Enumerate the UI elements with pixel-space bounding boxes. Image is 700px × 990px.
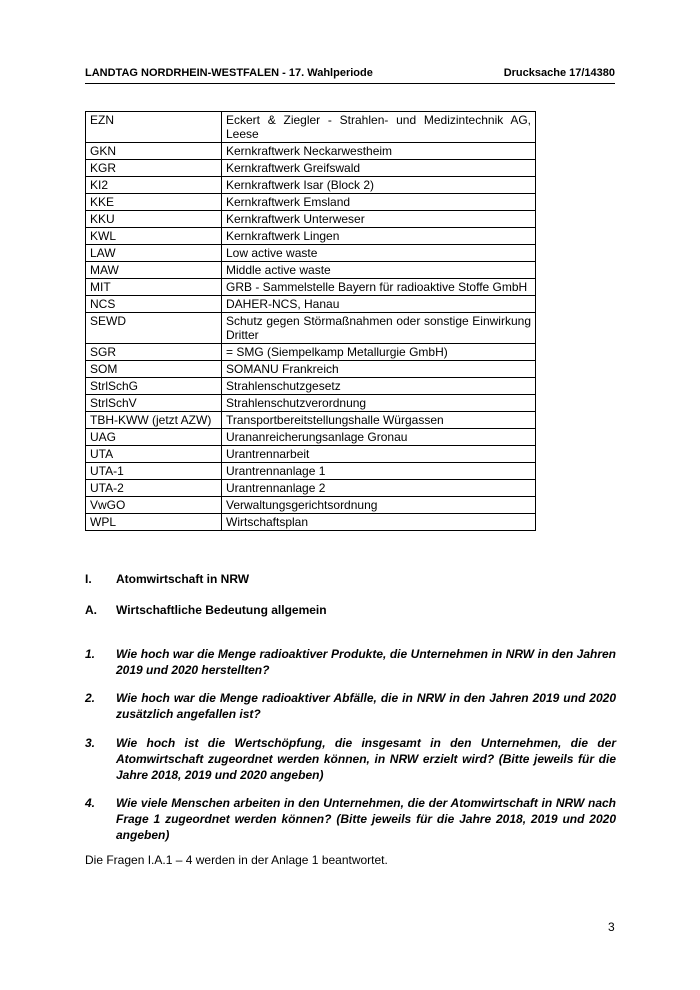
section-title: Atomwirtschaft in NRW — [116, 572, 250, 586]
table-row — [86, 313, 536, 344]
question-text: Wie viele Menschen arbeiten in den Unternehmen, die der Atomwirtschaft in NRW nach Frage 1 zugeordnet werden können? (Bitte jeweils für die Jahre 2018, 2019 und 2020 angeben) — [116, 796, 616, 842]
table-row — [86, 279, 536, 296]
abbreviation-value: Schutz gegen Störmaßnahmen oder sonstige Einwirkung Dritter — [222, 313, 536, 344]
header-document-number: Drucksache 17/14380 — [503, 67, 615, 79]
question-3 — [85, 735, 616, 783]
abbreviation-key: SGR — [86, 344, 222, 361]
abbreviation-value: Kernkraftwerk Greifswald — [222, 160, 536, 177]
abbreviation-key: UAG — [86, 429, 222, 446]
abbreviation-key: MAW — [86, 262, 222, 279]
table-row — [86, 194, 536, 211]
question-number: 2. — [85, 691, 96, 705]
question-text: Wie hoch ist die Wertschöpfung, die insgesamt in den Unternehmen, die der Atomwirtschaft zugeordnet werden können, in NRW erzielt wird? (Bitte jeweils für die Jahre 2018, 2019 und 2020 angeben) — [116, 736, 616, 782]
table-row — [86, 160, 536, 177]
abbreviation-key: LAW — [86, 245, 222, 262]
abbreviation-value: SOMANU Frankreich — [222, 361, 536, 378]
question-text: Wie hoch war die Menge radioaktiver Abfälle, die in NRW in den Jahren 2019 und 2020 zusätzlich angefallen ist? — [116, 691, 616, 721]
abbreviation-value: GRB - Sammelstelle Bayern für radioaktive Stoffe GmbH — [222, 279, 536, 296]
abbreviation-value: Urantrennarbeit — [222, 446, 536, 463]
table-row — [86, 228, 536, 245]
abbreviation-key: UTA-1 — [86, 463, 222, 480]
header-parliament: LANDTAG NORDRHEIN-WESTFALEN - 17. Wahlperiode — [85, 67, 373, 79]
table-row — [86, 412, 536, 429]
abbreviation-value: Verwaltungsgerichtsordnung — [222, 497, 536, 514]
abbreviation-value: Urananreicherungsanlage Gronau — [222, 429, 536, 446]
question-number: 3. — [85, 736, 96, 750]
table-row — [86, 296, 536, 313]
abbreviation-key: SEWD — [86, 313, 222, 344]
table-row — [86, 262, 536, 279]
section-number: I. — [85, 572, 92, 586]
abbreviation-key: StrlSchV — [86, 395, 222, 412]
abbreviation-value: Urantrennanlage 1 — [222, 463, 536, 480]
abbreviation-value: Kernkraftwerk Unterweser — [222, 211, 536, 228]
abbreviation-key: VwGO — [86, 497, 222, 514]
table-row — [86, 112, 536, 143]
abbreviation-value: Low active waste — [222, 245, 536, 262]
abbreviation-key: GKN — [86, 143, 222, 160]
abbreviation-key: KKE — [86, 194, 222, 211]
table-row — [86, 463, 536, 480]
section-title: Wirtschaftliche Bedeutung allgemein — [116, 603, 327, 617]
abbreviation-key: UTA-2 — [86, 480, 222, 497]
page-number: 3 — [608, 920, 615, 934]
abbreviation-value: Kernkraftwerk Emsland — [222, 194, 536, 211]
abbreviation-value: Strahlenschutzgesetz — [222, 378, 536, 395]
abbreviation-value: Urantrennanlage 2 — [222, 480, 536, 497]
abbreviation-value: Eckert & Ziegler - Strahlen- und Medizintechnik AG, Leese — [222, 112, 536, 143]
abbreviation-value: Strahlenschutzverordnung — [222, 395, 536, 412]
table-row — [86, 514, 536, 531]
table-row — [86, 480, 536, 497]
abbreviation-table — [85, 111, 536, 531]
abbreviation-value: Kernkraftwerk Isar (Block 2) — [222, 177, 536, 194]
page-header — [85, 67, 615, 84]
question-2 — [85, 690, 616, 722]
answer-text: Die Fragen I.A.1 – 4 werden in der Anlage 1 beantwortet. — [85, 853, 388, 867]
table-row — [86, 361, 536, 378]
abbreviation-key: UTA — [86, 446, 222, 463]
abbreviation-key: KI2 — [86, 177, 222, 194]
abbreviation-key: NCS — [86, 296, 222, 313]
section-number: A. — [85, 603, 97, 617]
question-1 — [85, 646, 616, 678]
question-number: 1. — [85, 647, 96, 661]
question-4 — [85, 795, 616, 843]
abbreviation-value: Kernkraftwerk Neckarwestheim — [222, 143, 536, 160]
abbreviation-key: TBH-KWW (jetzt AZW) — [86, 412, 222, 429]
table-row — [86, 378, 536, 395]
table-row — [86, 211, 536, 228]
abbreviation-key: KKU — [86, 211, 222, 228]
abbreviation-key: KWL — [86, 228, 222, 245]
abbreviation-key: WPL — [86, 514, 222, 531]
table-row — [86, 497, 536, 514]
section-heading-I — [85, 572, 249, 586]
abbreviation-value: Transportbereitstellungshalle Würgassen — [222, 412, 536, 429]
abbreviation-key: EZN — [86, 112, 222, 143]
abbreviation-value: Kernkraftwerk Lingen — [222, 228, 536, 245]
table-row — [86, 143, 536, 160]
abbreviation-value: DAHER-NCS, Hanau — [222, 296, 536, 313]
abbreviation-key: MIT — [86, 279, 222, 296]
abbreviation-value: Middle active waste — [222, 262, 536, 279]
table-row — [86, 395, 536, 412]
question-number: 4. — [85, 796, 96, 810]
table-row — [86, 177, 536, 194]
table-row — [86, 245, 536, 262]
abbreviation-value: Wirtschaftsplan — [222, 514, 536, 531]
abbreviation-key: StrlSchG — [86, 378, 222, 395]
table-row — [86, 446, 536, 463]
section-heading-A — [85, 603, 327, 617]
abbreviation-key: SOM — [86, 361, 222, 378]
table-row — [86, 429, 536, 446]
abbreviation-value: = SMG (Siempelkamp Metallurgie GmbH) — [222, 344, 536, 361]
question-text: Wie hoch war die Menge radioaktiver Produkte, die Unternehmen in NRW in den Jahren 2019 und 2020 herstellten? — [116, 647, 616, 677]
table-row — [86, 344, 536, 361]
abbreviation-key: KGR — [86, 160, 222, 177]
